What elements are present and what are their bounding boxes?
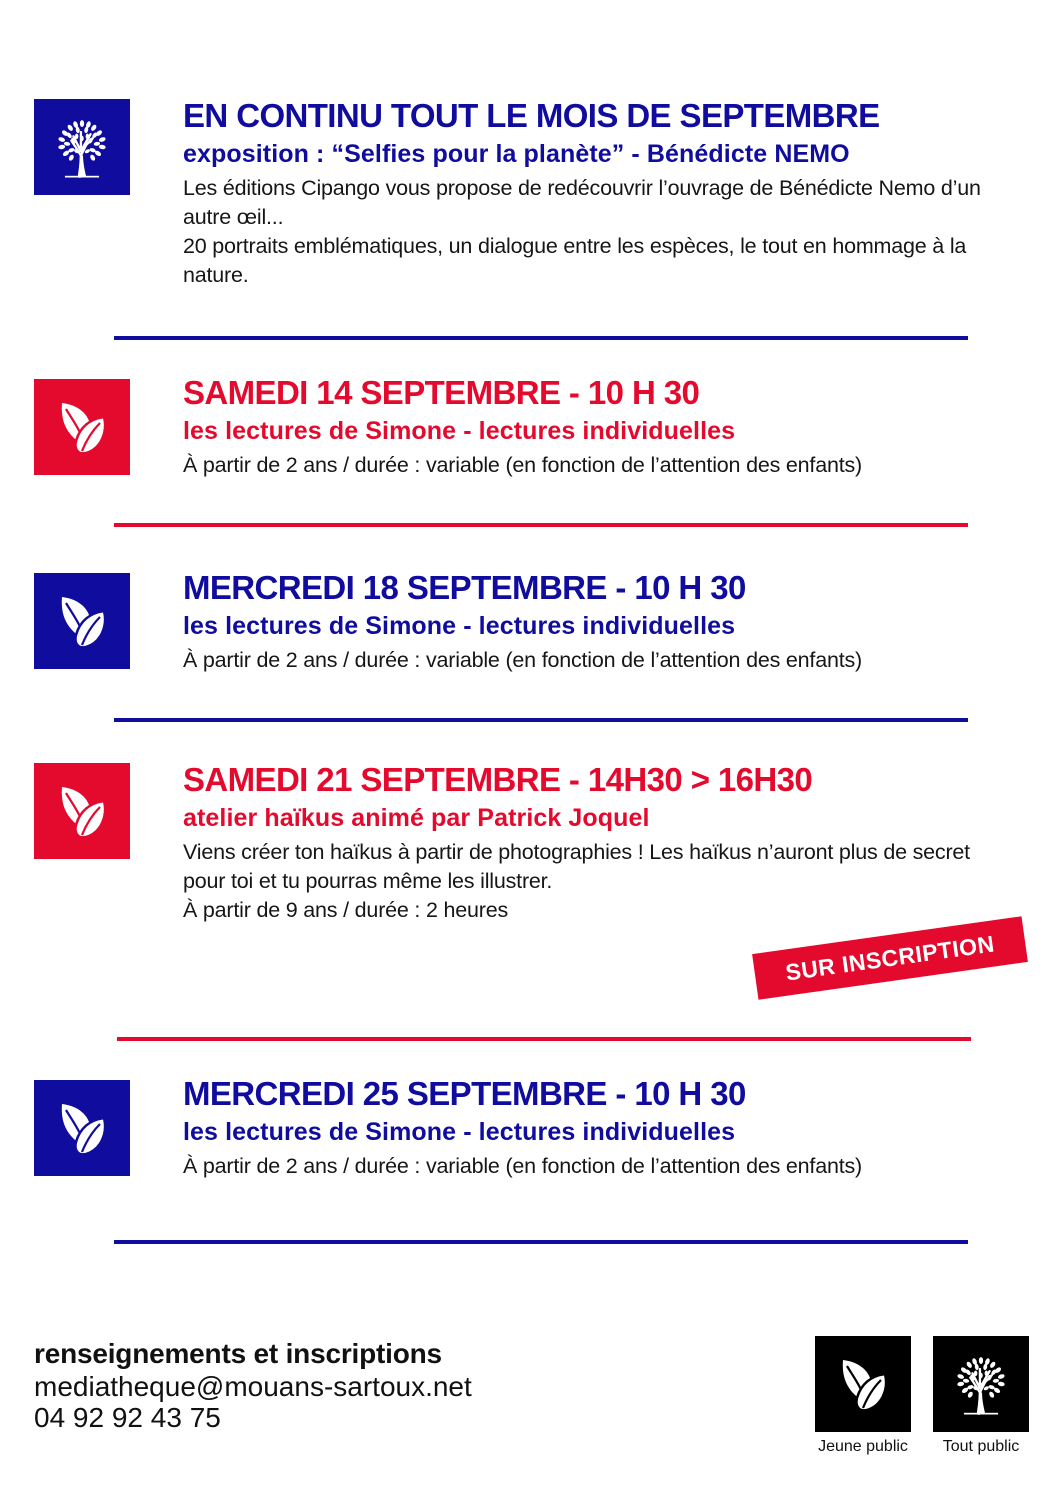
contact-email-link[interactable]: mediatheque@mouans-sartoux.net — [34, 1371, 472, 1402]
description-paragraph: À partir de 9 ans / durée : 2 heures — [183, 898, 509, 922]
description-paragraph: 20 portraits emblématiques, un dialogue entre les espèces, le tout en hommage à la nature. — [183, 234, 967, 287]
legend-label: Jeune public — [818, 1438, 908, 1455]
description-paragraph: À partir de 2 ans / durée : variable (en fonction de l’attention des enfants) — [183, 648, 862, 672]
event-exposition — [183, 96, 1020, 290]
divider — [114, 718, 968, 722]
event-description — [183, 1152, 1020, 1181]
leaves-icon — [52, 781, 112, 841]
event-description — [183, 838, 1020, 925]
description-paragraph: Viens créer ton haïkus à partir de photographies ! Les haïkus n’auront plus de secret pour toi et tu pourras même les illustrer. — [183, 840, 970, 893]
tout-public-badge — [34, 99, 130, 195]
registration-required-stamp: SUR INSCRIPTION — [752, 916, 1028, 999]
event-title: MERCREDI 25 SEPTEMBRE - 10 H 30 — [183, 1075, 746, 1112]
leaves-icon — [52, 397, 112, 457]
event-subtitle: les lectures de Simone - lectures individuelles — [183, 612, 736, 640]
legend-icon-box — [933, 1336, 1029, 1432]
event-atelier-haikus — [183, 760, 1020, 925]
event-lectures-14 — [183, 373, 1020, 480]
event-title: SAMEDI 14 SEPTEMBRE - 10 H 30 — [183, 374, 700, 411]
event-lectures-18 — [183, 568, 1020, 675]
tree-icon — [50, 115, 114, 179]
event-description — [183, 646, 1020, 675]
description-paragraph: À partir de 2 ans / durée : variable (en fonction de l’attention des enfants) — [183, 453, 862, 477]
legend-label: Tout public — [942, 1438, 1020, 1455]
divider — [114, 1240, 968, 1244]
leaves-icon — [833, 1354, 893, 1414]
divider — [114, 523, 968, 527]
event-subtitle: les lectures de Simone - lectures individuelles — [183, 417, 736, 445]
jeune-public-badge — [34, 573, 130, 669]
tree-icon — [949, 1352, 1013, 1416]
contact-phone: 04 92 92 43 75 — [34, 1402, 221, 1433]
leaves-icon — [52, 1098, 112, 1158]
contact-block — [34, 1337, 472, 1433]
divider — [114, 336, 968, 340]
jeune-public-badge — [34, 763, 130, 859]
event-subtitle: exposition : “Selfies pour la planète” - Bénédicte NEMO — [183, 140, 850, 168]
event-description — [183, 174, 1020, 290]
leaves-icon — [52, 591, 112, 651]
jeune-public-badge — [34, 379, 130, 475]
event-title: SAMEDI 21 SEPTEMBRE - 14H30 > 16H30 — [183, 761, 813, 798]
event-subtitle: les lectures de Simone - lectures individuelles — [183, 1118, 736, 1146]
contact-title: renseignements et inscriptions — [34, 1338, 442, 1369]
event-lectures-25 — [183, 1074, 1020, 1181]
event-title: MERCREDI 18 SEPTEMBRE - 10 H 30 — [183, 569, 746, 606]
event-description — [183, 451, 1020, 480]
event-subtitle: atelier haïkus animé par Patrick Joquel — [183, 804, 650, 832]
description-paragraph: À partir de 2 ans / durée : variable (en fonction de l’attention des enfants) — [183, 1154, 862, 1178]
jeune-public-badge — [34, 1080, 130, 1176]
legend-jeune-public — [815, 1336, 911, 1457]
description-paragraph: Les éditions Cipango vous propose de redécouvrir l’ouvrage de Bénédicte Nemo d’un autre œil... — [183, 176, 981, 229]
legend-icon-box — [815, 1336, 911, 1432]
legend-tout-public — [933, 1336, 1029, 1457]
divider — [117, 1037, 971, 1041]
event-title: EN CONTINU TOUT LE MOIS DE SEPTEMBRE — [183, 97, 880, 134]
